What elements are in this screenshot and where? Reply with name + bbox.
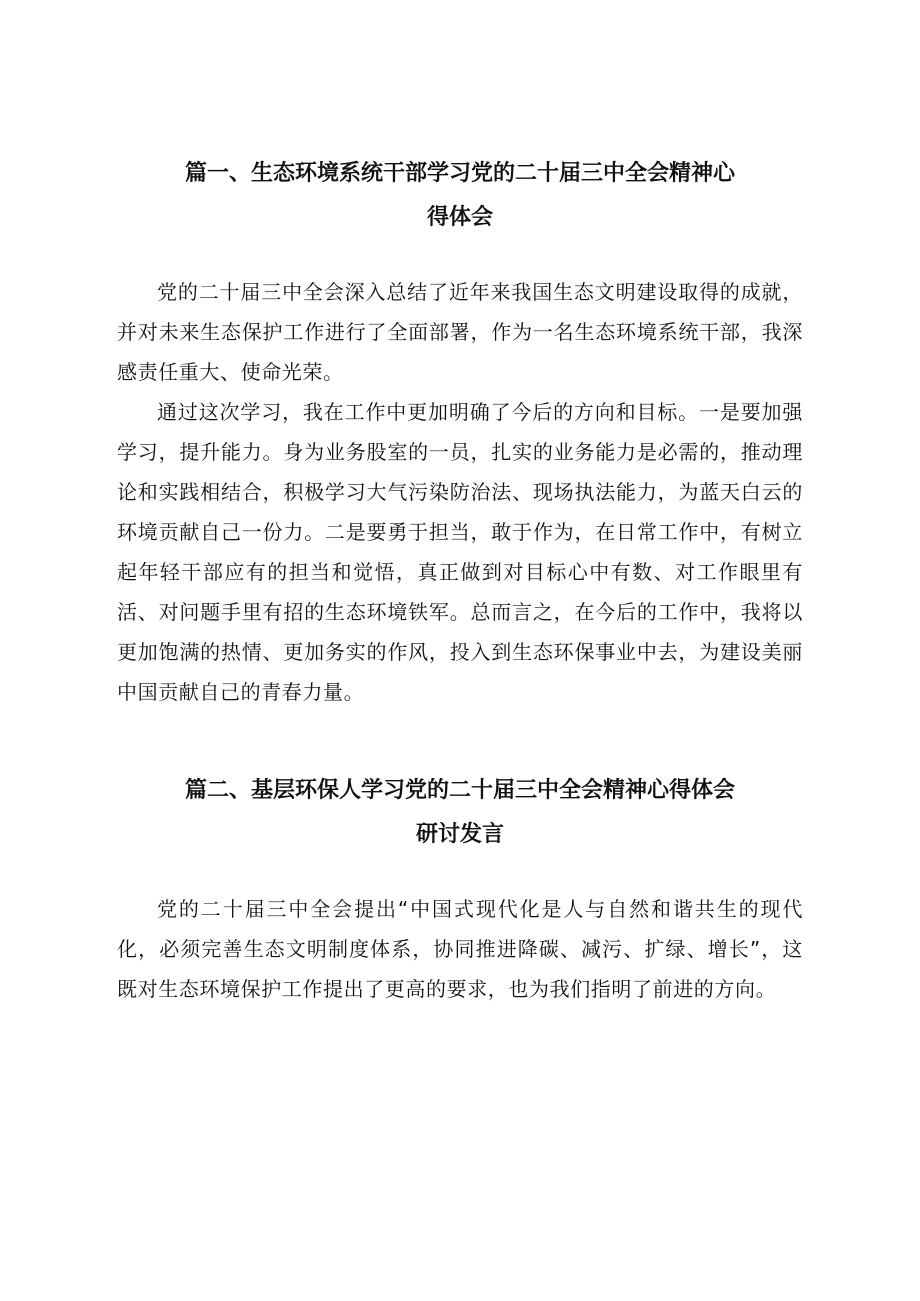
spacer — [117, 857, 803, 889]
section-2 — [117, 769, 803, 1009]
section-1-paragraph-1: 党的二十届三中全会深入总结了近年来我国生态文明建设取得的成就，并对未来生态保护工作进行了全面部署，作为一名生态环境系统干部，我深感责任重大、使命光荣。 — [117, 280, 803, 384]
document-content — [117, 152, 803, 1009]
section-1 — [117, 152, 803, 712]
section-1-paragraph-2: 通过这次学习，我在工作中更加明确了今后的方向和目标。一是要加强学习，提升能力。身为业务股室的一员，扎实的业务能力是必需的，推动理论和实践相结合，积极学习大气污染防治法、现场执法能力，为蓝天白云的环境贡献自己一份力。二是要勇于担当，敢于作为，在日常工作中，有树立起年轻干部应有的担当和觉悟，真正做到对目标心中有数、对工作眼里有活、对问题手里有招的生态环境铁军。总而言之，在今后的工作中，我将以更加饱满的热情、更加务实的作风，投入到生态环保事业中去，为建设美丽中国贡献自己的青春力量。 — [117, 400, 803, 704]
spacer — [117, 712, 803, 769]
section-2-title — [117, 769, 803, 857]
section-2-title-line-2: 研讨发言 — [415, 822, 504, 847]
section-1-title-line-2: 得体会 — [426, 205, 493, 230]
spacer — [117, 240, 803, 272]
section-2-title-line-1: 篇二、基层环保人学习党的二十届三中全会精神心得体会 — [184, 778, 735, 803]
section-1-title — [117, 152, 803, 240]
section-1-title-line-1: 篇一、生态环境系统干部学习党的二十届三中全会精神心 — [184, 161, 735, 186]
section-2-paragraph-1: 党的二十届三中全会提出“中国式现代化是人与自然和谐共生的现代化，必须完善生态文明制度体系，协同推进降碳、减污、扩绿、增长”，这既对生态环境保护工作提出了更高的要求，也为我们指明了前进的方向。 — [117, 897, 803, 1001]
